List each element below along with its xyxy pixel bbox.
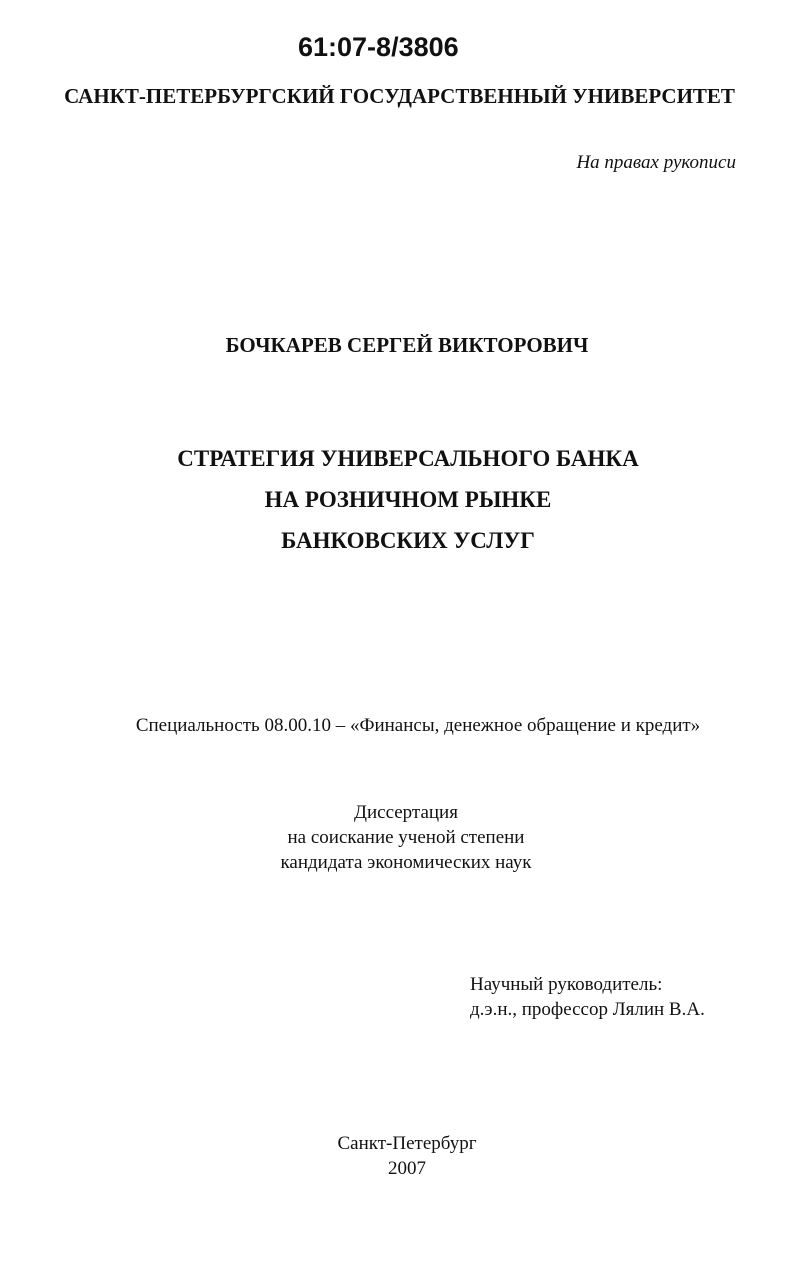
city: Санкт-Петербург bbox=[337, 1133, 477, 1154]
degree-line-1: Диссертация bbox=[354, 802, 458, 823]
advisor-label: Научный руководитель: bbox=[470, 974, 663, 995]
title-line-1: СТРАТЕГИЯ УНИВЕРСАЛЬНОГО БАНКА bbox=[177, 446, 639, 471]
degree-line-2: на соискание ученой степени bbox=[287, 827, 525, 848]
archive-stamp-number: 61:07-8/3806 bbox=[298, 32, 459, 62]
scientific-advisor bbox=[470, 972, 705, 1022]
university-name: САНКТ-ПЕТЕРБУРГСКИЙ ГОСУДАРСТВЕННЫЙ УНИВЕРСИТЕТ bbox=[64, 84, 735, 108]
degree-line-3: кандидата экономических наук bbox=[280, 852, 532, 873]
title-line-3: БАНКОВСКИХ УСЛУГ bbox=[281, 528, 535, 553]
title-line-2: НА РОЗНИЧНОМ РЫНКЕ bbox=[264, 487, 552, 512]
advisor-name: д.э.н., профессор Лялин В.А. bbox=[470, 999, 705, 1020]
specialty-line: Специальность 08.00.10 – «Финансы, денежное обращение и кредит» bbox=[135, 715, 701, 736]
dissertation-title bbox=[0, 444, 799, 567]
manuscript-note: На правах рукописи bbox=[576, 152, 736, 173]
degree-statement bbox=[0, 800, 799, 875]
author-name: БОЧКАРЕВ СЕРГЕЙ ВИКТОРОВИЧ bbox=[225, 333, 589, 357]
place-and-year bbox=[0, 1131, 799, 1181]
year: 2007 bbox=[388, 1158, 426, 1179]
